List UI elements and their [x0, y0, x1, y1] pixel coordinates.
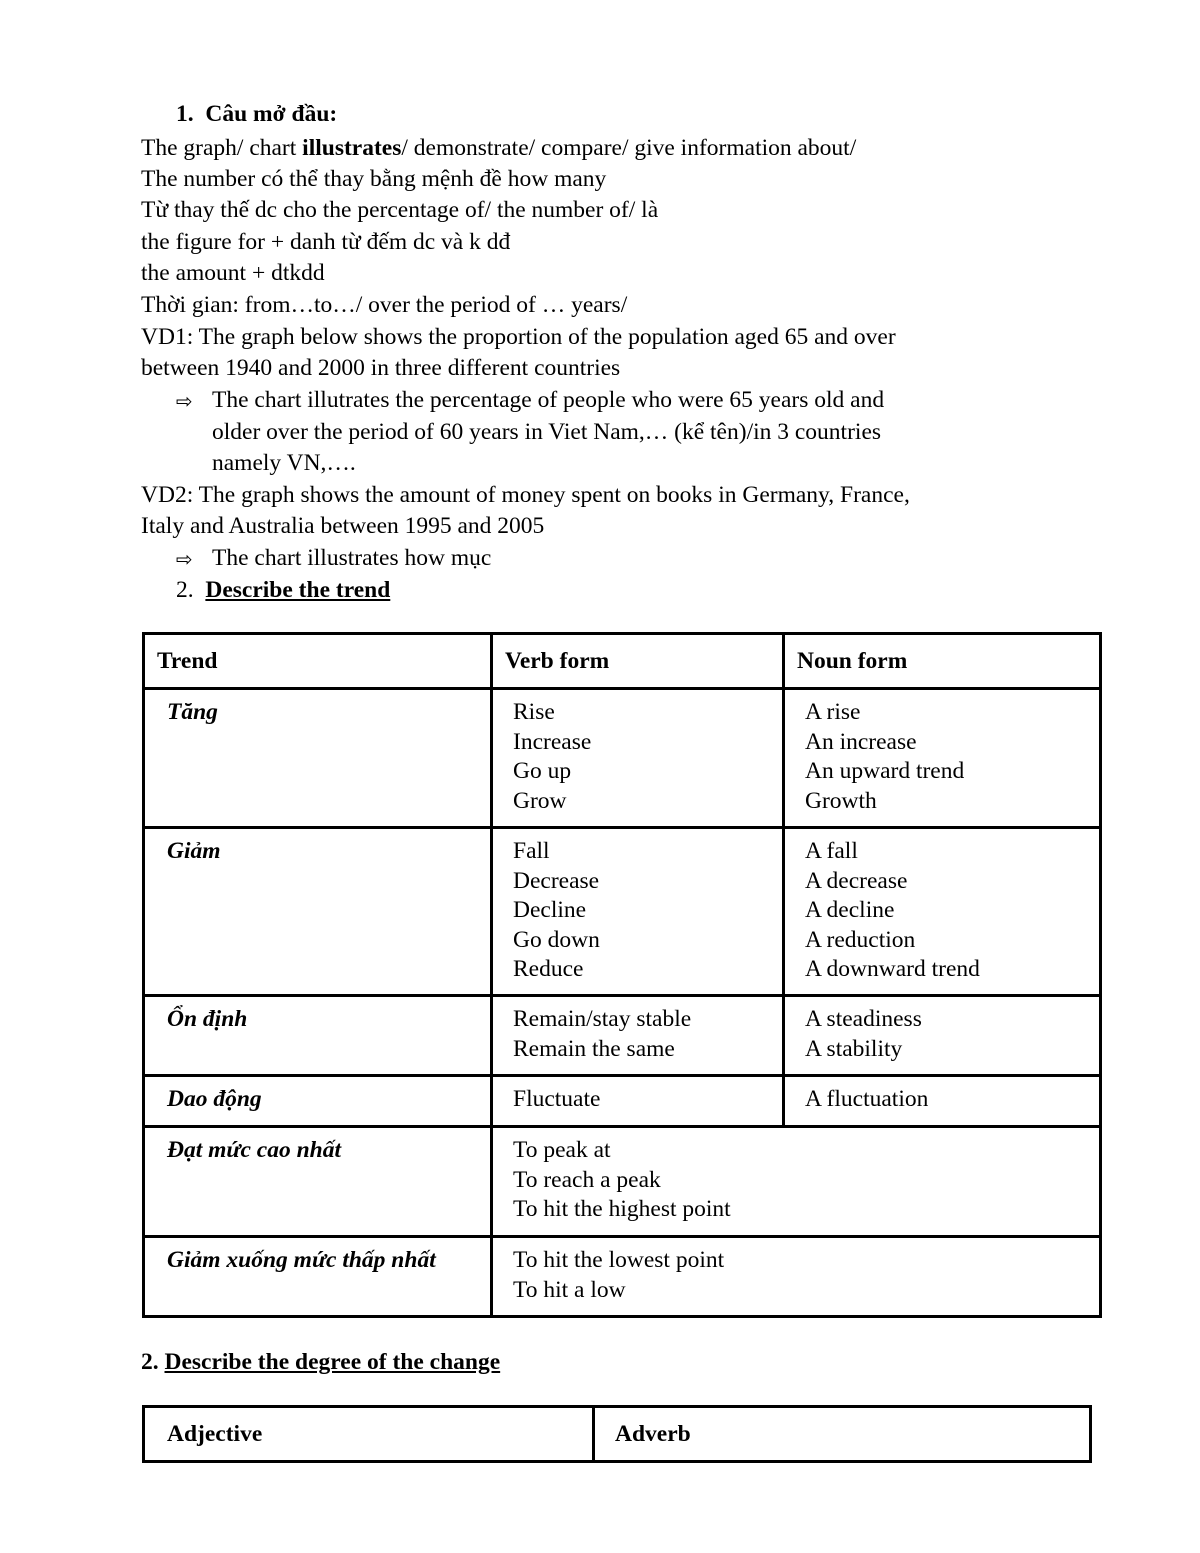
noun-form-cell [784, 828, 1101, 996]
degree-table-header [144, 1407, 1091, 1462]
trend-table-header [144, 634, 1101, 689]
noun-form-item: A fluctuation [805, 1086, 929, 1112]
section-2-number: 2. [176, 577, 194, 603]
noun-form-cell [784, 996, 1101, 1076]
table-row [144, 689, 1101, 828]
intro-line-1 [141, 134, 856, 162]
verb-form-item: To reach a peak [513, 1166, 661, 1193]
intro-line-5: the amount + dtkdd [141, 260, 325, 286]
intro-line-2: The number có thể thay bằng mệnh đề how many [141, 166, 607, 192]
trend-label: Ổn định [167, 1006, 248, 1032]
verb-form-cell [492, 689, 784, 828]
verb-form-item: Increase [513, 728, 592, 755]
header-adjective-label: Adjective [167, 1421, 263, 1447]
verb-form-item: Decrease [513, 867, 600, 894]
verb-form-item: Remain the same [513, 1035, 675, 1062]
intro-line-3: Từ thay thế dc cho the percentage of/ the number of/ là [141, 197, 659, 223]
table-row [144, 1127, 1101, 1237]
noun-form-item: A decrease [805, 867, 908, 894]
verb-form-item: To peak at [513, 1137, 611, 1163]
trend-label: Dao động [167, 1086, 262, 1112]
trend-label: Đạt mức cao nhất [167, 1137, 342, 1163]
verb-form-item: Decline [513, 897, 587, 923]
verb-form-item: Reduce [513, 956, 584, 982]
example-1-line-b: between 1940 and 2000 in three different countries [141, 355, 621, 381]
table-row [144, 1237, 1101, 1317]
noun-form-item: A stability [805, 1035, 903, 1062]
table-row [144, 996, 1101, 1076]
intro-heading [176, 100, 337, 128]
answer-1-line-b: older over the period of 60 years in Viet Nam,… (kể tên)/in 3 countries [212, 419, 882, 445]
verb-form-item: Rise [513, 699, 555, 725]
verb-form-item: Grow [513, 787, 567, 814]
line1-part-a: The graph/ chart [141, 135, 303, 161]
verb-form-cell [492, 828, 784, 996]
verb-form-item: Fall [513, 838, 550, 864]
trend-cell [144, 689, 492, 828]
degree-table [142, 1405, 1092, 1463]
trend-cell [144, 996, 492, 1076]
header-cell-noun [784, 634, 1101, 689]
trend-label: Giảm xuống mức thấp nhất [167, 1247, 436, 1273]
section-2-title: Describe the trend [205, 577, 391, 603]
verb-form-item: Go up [513, 758, 572, 784]
trend-cell [144, 1076, 492, 1127]
section-3-number: 2. [141, 1349, 159, 1375]
intro-line-4: the figure for + danh từ đếm dc và k dđ [141, 229, 511, 255]
header-adverb-label: Adverb [615, 1421, 691, 1447]
verb-form-item: To hit the highest point [513, 1196, 731, 1222]
verb-form-item: To hit the lowest point [513, 1247, 725, 1273]
heading-text: Câu mở đầu: [205, 101, 338, 127]
noun-form-item: A steadiness [805, 1006, 922, 1032]
header-noun-label: Noun form [797, 648, 908, 674]
answer-1-line-a: The chart illutrates the percentage of people who were 65 years old and [212, 387, 885, 413]
heading-number: 1. [176, 101, 194, 127]
arrow-right-icon: ⇨ [176, 389, 193, 413]
header-cell-trend [144, 634, 492, 689]
verb-form-cell [492, 1127, 1101, 1237]
header-verb-label: Verb form [505, 648, 610, 674]
verb-form-item: To hit a low [513, 1276, 626, 1303]
header-cell-adjective [144, 1407, 594, 1462]
arrow-right-icon: ⇨ [176, 547, 193, 571]
noun-form-item: Growth [805, 787, 877, 814]
answer-2: The chart illustrates how mục [212, 545, 492, 571]
line1-part-c: / demonstrate/ compare/ give information about/ [401, 135, 857, 161]
noun-form-item: A downward trend [805, 956, 980, 982]
trend-label: Tăng [167, 699, 218, 725]
noun-form-item: A rise [805, 699, 861, 725]
table-row [144, 828, 1101, 996]
noun-form-item: A decline [805, 897, 895, 923]
header-trend-label: Trend [157, 648, 218, 674]
line1-bold-word: illustrates [302, 135, 402, 161]
verb-form-item: Remain/stay stable [513, 1006, 692, 1032]
noun-form-cell [784, 689, 1101, 828]
verb-form-cell [492, 1237, 1101, 1317]
trend-table [142, 632, 1102, 1318]
answer-1-line-c: namely VN,…. [212, 450, 356, 476]
header-cell-verb [492, 634, 784, 689]
trend-label: Giảm [167, 838, 221, 864]
verb-form-cell [492, 996, 784, 1076]
trend-cell [144, 1237, 492, 1317]
example-2-line-a: VD2: The graph shows the amount of money spent on books in Germany, France, [141, 482, 910, 508]
example-2-line-b: Italy and Australia between 1995 and 2005 [141, 513, 545, 539]
noun-form-cell [784, 1076, 1101, 1127]
trend-cell [144, 1127, 492, 1237]
verb-form-item: Go down [513, 926, 600, 953]
intro-line-6: Thời gian: from…to…/ over the period of … years/ [141, 292, 628, 318]
example-1-line-a: VD1: The graph below shows the proportion of the population aged 65 and over [141, 324, 896, 350]
trend-cell [144, 828, 492, 996]
header-cell-adverb [594, 1407, 1091, 1462]
noun-form-item: A fall [805, 838, 858, 864]
section-3-heading [141, 1348, 500, 1376]
section-3-title: Describe the degree of the change [164, 1349, 501, 1375]
verb-form-cell [492, 1076, 784, 1127]
verb-form-item: Fluctuate [513, 1086, 601, 1112]
noun-form-item: A reduction [805, 926, 916, 953]
noun-form-item: An upward trend [805, 758, 965, 784]
section-2-heading [176, 576, 390, 604]
table-row [144, 1076, 1101, 1127]
noun-form-item: An increase [805, 728, 917, 755]
